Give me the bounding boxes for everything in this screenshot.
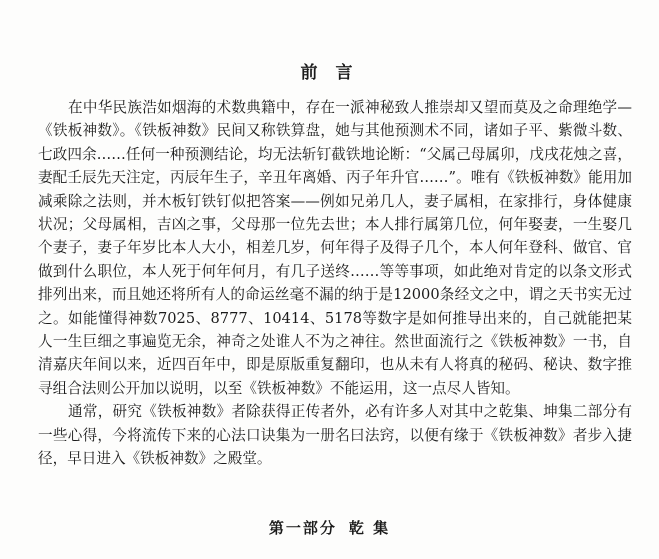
preface-paragraph-1: 在中华民族浩如烟海的术数典籍中，存在一派神秘致人推崇却又望而莫及之命理绝学—《铁板神数》。《铁板神数》民间又称铁算盘，她与其他预测术不同，诸如子平、紫微斗数、七政四余……任何一种预测结论，均无法斩钉截铁地论断：“父属己母属卯，戊戌花烛之喜，妻配壬辰先天注定，丙辰年生子，辛丑年离婚、丙子年升官……”。唯有《铁板神数》能用加减乘除之法则，并木板钉铁钉似把答案——例如兄弟几人，妻子属相，在家排行，身体健康状况；父母属相，吉凶之事，父母那一位先去世；本人排行属第几位，何年娶妻，一生娶几个妻子，妻子年岁比本人大小，相差几岁，何年得子及得子几个，本人何年登科、做官、官做到什么职位，本人死于何年何月，有几子送终……等等事项，如此绝对肯定的以条文形式排列出来，而且她还将所有人的命运丝毫不漏的纳于是12000条经文之中，谓之天书实无过之。如能懂得神数7025、8777、10414、5178等数字是如何推导出来的，自己就能把某人一生巨细之事遍览无余，神奇之处谁人不为之神往。然世面流行之《铁板神数》一书，自清嘉庆年间以来，近四百年中，即是原版重复翻印，也从未有人将真的秘码、秘诀、数字推寻组合法则公开加以说明，以至《铁板神数》不能运用，这一点尽人皆知。: [38, 99, 632, 397]
preface-body: [38, 96, 632, 471]
preface-paragraph-2: 通常，研究《铁板神数》者除获得正传者外，必有许多人对其中之乾集、坤集二部分有一些心得，今将流传下来的心法口诀集为一册名曰法窍，以便有缘于《铁板神数》者步入捷径，早日进入《铁板神数》之殿堂。: [38, 403, 632, 468]
section-number: 第一部分: [268, 519, 337, 537]
section-heading: [0, 517, 659, 538]
page-title: 前 言: [300, 63, 359, 83]
section-title: 乾 集: [348, 519, 391, 537]
